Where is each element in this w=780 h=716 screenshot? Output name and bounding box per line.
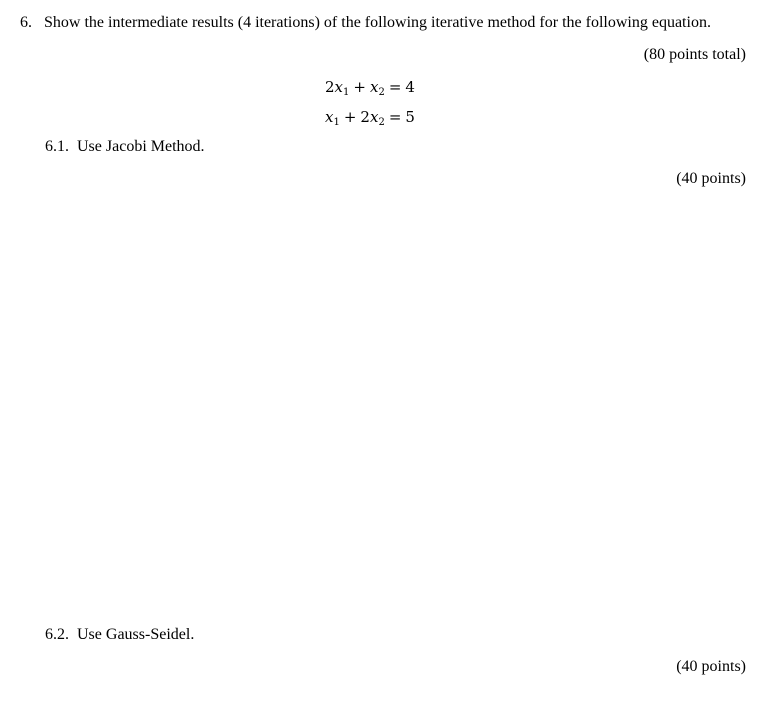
equation-1-equals: = [388, 78, 402, 96]
part-jacobi-number: 6.1. [45, 138, 69, 155]
equation-1 [325, 78, 415, 96]
equation-1-plus: + [353, 78, 366, 96]
equation-1-sub-2: 2 [378, 87, 385, 98]
question-text: Show the intermediate results (4 iterations) of the following iterative method for the following equation. [44, 14, 711, 31]
part-gauss-seidel-points: (40 points) [676, 658, 746, 675]
question-line [20, 14, 711, 32]
equation-2-plus: + [343, 108, 357, 126]
equation-2-var-2: x [369, 108, 379, 126]
question-number: 6. [20, 14, 32, 31]
equation-2-var-1: x [325, 108, 334, 126]
part-jacobi [45, 138, 205, 156]
part-gauss-seidel-text: Use Gauss-Seidel. [77, 626, 195, 643]
equation-2-coef-2: 2 [360, 108, 370, 126]
equation-2-sub-2: 2 [378, 117, 385, 128]
part-gauss-seidel [45, 626, 194, 644]
equation-2 [325, 108, 415, 126]
part-gauss-seidel-number: 6.2. [45, 626, 69, 643]
part-jacobi-text: Use Jacobi Method. [77, 138, 205, 155]
equation-1-var-1: x [334, 78, 344, 96]
equation-2-sub-1: 1 [333, 117, 340, 128]
total-points: (80 points total) [643, 46, 746, 63]
equation-1-coef-1: 2 [325, 78, 335, 96]
part-jacobi-points: (40 points) [676, 170, 746, 187]
equation-1-rhs: 4 [405, 78, 415, 96]
equation-1-var-2: x [369, 78, 379, 96]
equation-2-rhs: 5 [405, 108, 415, 126]
equation-1-sub-1: 1 [343, 87, 350, 98]
equation-2-equals: = [388, 108, 402, 126]
